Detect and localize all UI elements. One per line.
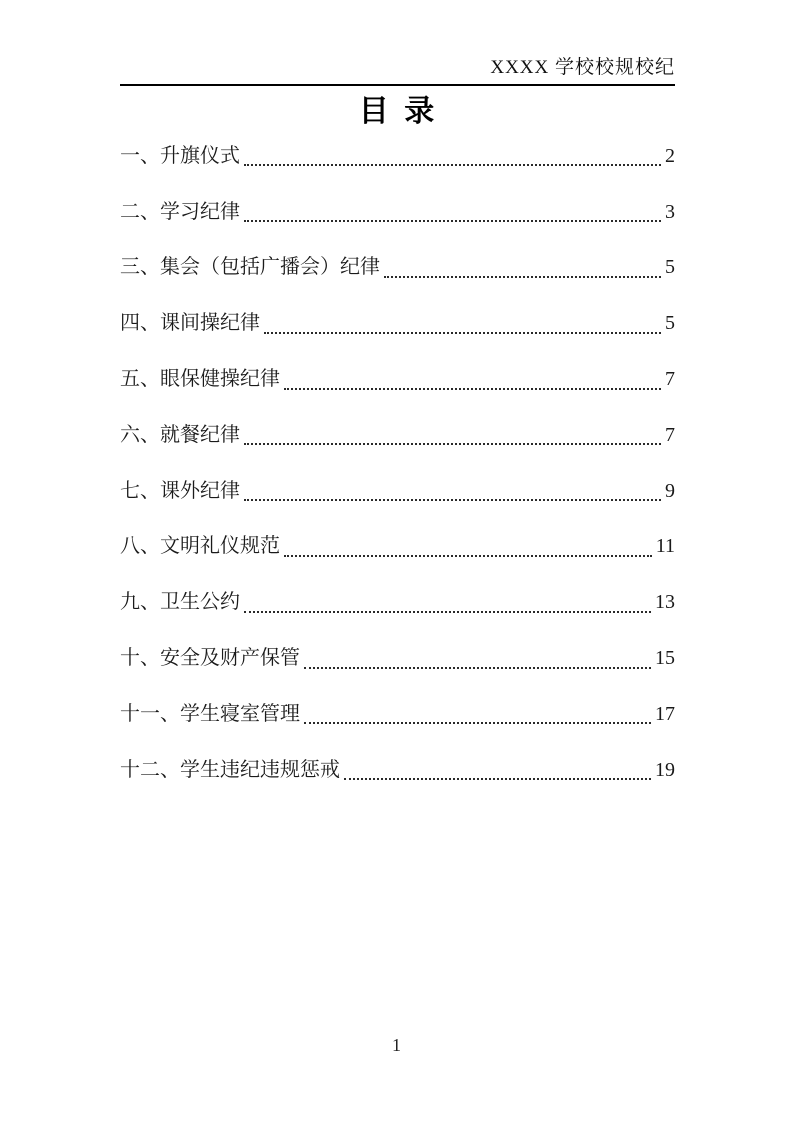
toc-entry-label: 十一、学生寝室管理	[120, 702, 300, 725]
toc-entry-label: 一、升旗仪式	[120, 144, 240, 167]
toc-entry-page: 2	[665, 144, 675, 167]
toc-leader-dots	[264, 313, 661, 334]
toc-list	[120, 128, 675, 798]
toc-leader-dots	[244, 480, 661, 501]
toc-entry[interactable]	[120, 407, 675, 463]
toc-entry[interactable]	[120, 463, 675, 519]
footer-page-number: 1	[392, 1035, 401, 1055]
toc-entry[interactable]	[120, 184, 675, 240]
toc-entry[interactable]	[120, 295, 675, 351]
toc-entry[interactable]	[120, 240, 675, 296]
toc-entry-page: 11	[655, 535, 675, 558]
toc-leader-dots	[384, 257, 661, 278]
toc-entry[interactable]	[120, 630, 675, 686]
toc-leader-dots	[244, 201, 661, 222]
toc-leader-dots	[244, 424, 661, 445]
header-title: XXXX 学校校规校纪	[490, 57, 675, 78]
toc-entry-label: 九、卫生公约	[120, 591, 240, 614]
toc-leader-dots	[344, 759, 651, 780]
page-header	[120, 0, 675, 86]
toc-entry-page: 19	[655, 758, 675, 781]
toc-leader-dots	[304, 648, 651, 669]
toc-entry[interactable]	[120, 574, 675, 630]
toc-entry-page: 5	[665, 256, 675, 279]
page-footer	[0, 1035, 793, 1056]
toc-entry-page: 17	[655, 702, 675, 725]
toc-leader-dots	[284, 369, 661, 390]
toc-entry-page: 9	[665, 479, 675, 502]
header-rule	[120, 84, 675, 86]
toc-entry-label: 十、安全及财产保管	[120, 647, 300, 670]
toc-leader-dots	[244, 592, 651, 613]
toc-leader-dots	[304, 703, 651, 724]
toc-entry-label: 四、课间操纪律	[120, 312, 260, 335]
toc-entry-label: 二、学习纪律	[120, 200, 240, 223]
toc-entry-label: 十二、学生违纪违规惩戒	[120, 758, 340, 781]
toc-entry[interactable]	[120, 128, 675, 184]
toc-leader-dots	[244, 145, 661, 166]
toc-entry-label: 五、眼保健操纪律	[120, 368, 280, 391]
toc-entry-page: 13	[655, 591, 675, 614]
toc-entry-page: 5	[665, 312, 675, 335]
toc-entry[interactable]	[120, 351, 675, 407]
toc-entry-page: 15	[655, 647, 675, 670]
toc-entry-label: 三、集会（包括广播会）纪律	[120, 256, 380, 279]
toc-leader-dots	[284, 536, 652, 557]
toc-entry-label: 六、就餐纪律	[120, 423, 240, 446]
toc-entry-label: 八、文明礼仪规范	[120, 535, 280, 558]
toc-entry[interactable]	[120, 519, 675, 575]
toc-entry[interactable]	[120, 686, 675, 742]
toc-entry-label: 七、课外纪律	[120, 479, 240, 502]
toc-entry[interactable]	[120, 742, 675, 798]
toc-entry-page: 3	[665, 200, 675, 223]
toc-entry-page: 7	[665, 423, 675, 446]
toc-title: 目 录	[358, 95, 435, 128]
toc-entry-page: 7	[665, 368, 675, 391]
